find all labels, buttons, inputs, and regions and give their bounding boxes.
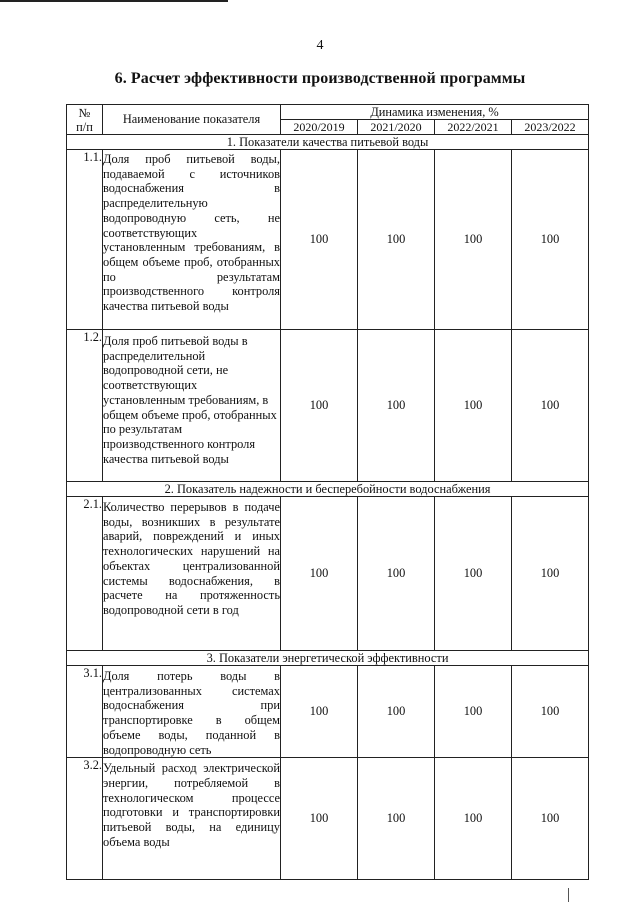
value-cell: 100 [281, 497, 358, 651]
value-cell: 100 [281, 330, 358, 482]
value-cell: 100 [358, 330, 435, 482]
section-title: 6. Расчет эффективности производственной программы [114, 70, 526, 87]
value-cell: 100 [358, 666, 435, 758]
section-heading: 2. Показатель надежности и бесперебойности водоснабжения [67, 482, 589, 497]
indicator-name: Доля потерь воды в централизованных системах водоснабжения при транспортировке в общем объеме воды, поданной в водопроводную сеть [103, 666, 281, 758]
value-cell: 100 [512, 330, 589, 482]
row-number: 2.1. [67, 497, 103, 651]
indicator-name: Доля проб питьевой воды в распределительной водопроводной сети, не соответствующих установленным требованиям, в общем объеме проб, отобранных по результатам производственного контроля качества питьевой воды [103, 330, 281, 482]
value-cell: 100 [435, 497, 512, 651]
indicator-name: Удельный расход электрической энергии, потребляемой в технологическом процессе подготовки и транспортировки питьевой воды, на единицу объема воды [103, 758, 281, 880]
table-row [67, 150, 589, 330]
page-number: 4 [316, 38, 324, 53]
value-cell: 100 [435, 666, 512, 758]
value-cell: 100 [358, 758, 435, 880]
scan-margin-mark [568, 888, 569, 902]
header-indicator-name: Наименование показателя [103, 105, 281, 135]
table-row [67, 497, 589, 651]
header-year: 2023/2022 [512, 120, 589, 135]
indicator-name: Доля проб питьевой воды, подаваемой с источников водоснабжения в распределительную водопроводную сеть, не соответствующих установленным требованиям, в общем объеме проб, отобранных по результатам производственного контроля качества питьевой воды [103, 150, 281, 330]
value-cell: 100 [358, 497, 435, 651]
value-cell: 100 [281, 758, 358, 880]
table-row [67, 758, 589, 880]
row-number: 1.2. [67, 330, 103, 482]
section-heading: 3. Показатели энергетической эффективности [67, 651, 589, 666]
section-heading: 1. Показатели качества питьевой воды [67, 135, 589, 150]
value-cell: 100 [281, 150, 358, 330]
value-cell: 100 [512, 150, 589, 330]
header-year: 2021/2020 [358, 120, 435, 135]
efficiency-table [66, 104, 589, 880]
value-cell: 100 [358, 150, 435, 330]
table-row [67, 666, 589, 758]
header-number: № п/п [67, 105, 103, 135]
scan-edge-line [0, 0, 228, 2]
row-number: 1.1. [67, 150, 103, 330]
header-dynamics: Динамика изменения, % [281, 105, 589, 120]
indicator-name: Количество перерывов в подаче воды, возникших в результате аварий, повреждений и иных технологических нарушений на объектах централизованной системы водоснабжения, в расчете на протяженность водопроводной сети в год [103, 497, 281, 651]
value-cell: 100 [512, 758, 589, 880]
row-number: 3.1. [67, 666, 103, 758]
value-cell: 100 [435, 758, 512, 880]
value-cell: 100 [281, 666, 358, 758]
value-cell: 100 [512, 497, 589, 651]
value-cell: 100 [435, 150, 512, 330]
header-year: 2022/2021 [435, 120, 512, 135]
value-cell: 100 [512, 666, 589, 758]
header-year: 2020/2019 [281, 120, 358, 135]
value-cell: 100 [435, 330, 512, 482]
table-row [67, 330, 589, 482]
row-number: 3.2. [67, 758, 103, 880]
